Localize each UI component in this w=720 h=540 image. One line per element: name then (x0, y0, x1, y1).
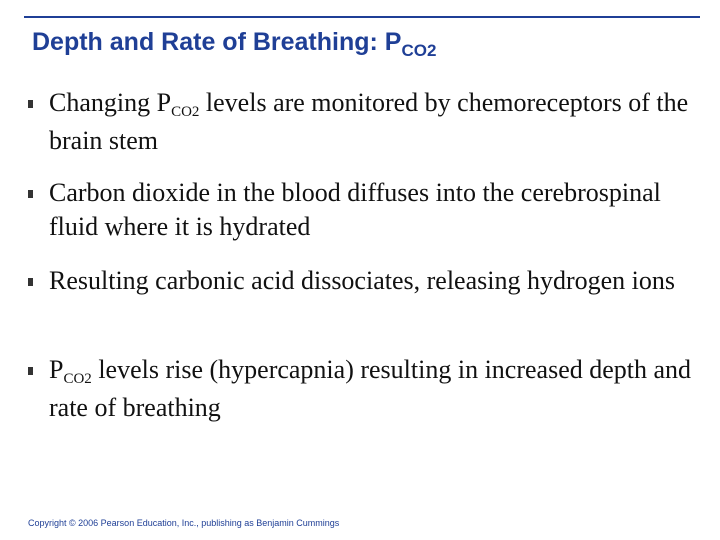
bullet-subscript: CO2 (171, 104, 200, 120)
title-text: Depth and Rate of Breathing: P (32, 28, 402, 56)
bullet-text (49, 353, 709, 425)
bullet-text (49, 86, 709, 158)
copyright-footer: Copyright © 2006 Pearson Education, Inc., publishing as Benjamin Cummings (28, 518, 340, 528)
bullet-marker-icon (28, 190, 33, 198)
bullet-text-rest: levels are monitored by chemoreceptors of the brain stem (49, 88, 689, 155)
bullet-text (49, 176, 709, 248)
bullet-text-main: Carbon dioxide in the blood diffuses into the cerebrospinal fluid where it is hydrated (49, 178, 661, 241)
bullet-text-main: Changing P (49, 88, 172, 117)
title-subscript: CO2 (401, 41, 437, 60)
bullet-marker-icon (28, 367, 33, 375)
bullet-text (49, 264, 709, 302)
bullet-marker-icon (28, 100, 33, 108)
bullet-text-rest: levels rise (hypercapnia) resulting in increased depth and rate of breathing (49, 355, 692, 422)
bullet-marker-icon (28, 278, 33, 286)
bullet-text-main: Resulting carbonic acid dissociates, releasing hydrogen ions (49, 266, 676, 295)
bullet-text-main: P (49, 355, 64, 384)
bullet-subscript: CO2 (63, 371, 92, 387)
